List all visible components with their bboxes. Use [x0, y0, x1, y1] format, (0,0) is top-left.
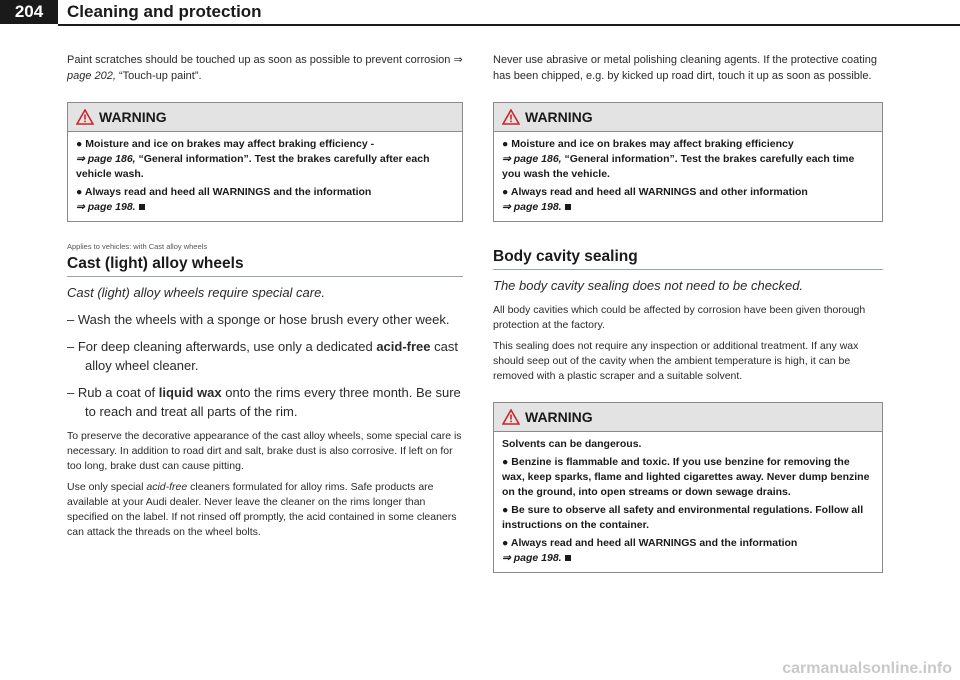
- intro-tail: “Touch-up paint”.: [115, 70, 202, 82]
- step-list: [67, 310, 463, 421]
- step-text: cast alloy wheel cleaner.: [85, 339, 458, 373]
- body-text: Use only special: [67, 481, 147, 493]
- warning-box-brakes: [493, 102, 883, 222]
- warning-item: ● Benzine is flammable and toxic. If you use benzine for removing the wax, keep sparks, flame and lighted cigarettes away. Never dump benzine on the ground, into open streams or down sewage drains.: [502, 456, 870, 498]
- intro-paragraph: [67, 52, 463, 84]
- page-ref-link[interactable]: ⇒ page 198.: [502, 552, 562, 564]
- page-ref-link[interactable]: page 202,: [67, 70, 116, 82]
- right-column: [493, 52, 883, 573]
- body-paragraph: To preserve the decorative appearance of the cast alloy wheels, some special care is necessary. In addition to road dirt and salt, brake dust is also corrosive. If left on for too long, brake dust can cause pitting.: [67, 430, 462, 472]
- step-item: [67, 337, 463, 375]
- warning-item-text: Be sure to observe all safety and environmental regulations. Follow all instructions on the container.: [502, 504, 864, 531]
- section-subtitle: Cast (light) alloy wheels require special care.: [67, 285, 325, 300]
- end-mark: [139, 204, 145, 210]
- warning-item: ● Always read and heed all WARNINGS and the information ⇒ page 198.: [502, 537, 798, 564]
- step-item: – Wash the wheels with a sponge or hose brush every other week.: [67, 312, 450, 327]
- warning-item-tail: “General information”. Test the brakes carefully after each vehicle wash.: [76, 153, 430, 180]
- end-mark: [565, 555, 571, 561]
- chapter-title: Cleaning and protection: [67, 2, 262, 21]
- step-item: [67, 383, 463, 421]
- step-emphasis: liquid wax: [158, 385, 222, 400]
- warning-body: [68, 132, 462, 221]
- warning-heading: WARNING: [525, 109, 593, 125]
- warning-body: [494, 432, 882, 572]
- step-text: onto the rims every three month. Be sure to reach and treat all parts of the rim.: [85, 385, 461, 419]
- body-paragraph: [67, 480, 463, 540]
- warning-triangle-icon: [76, 109, 94, 125]
- section-title-body-cavity: Body cavity sealing: [493, 248, 883, 270]
- intro-text: Paint scratches should be touched up as soon as possible to prevent corrosion: [67, 54, 454, 66]
- warning-item: ● Moisture and ice on brakes may affect braking efficiency ⇒ page 186, “General information”. Test the brakes carefully each time you wash the vehicle.: [502, 138, 855, 180]
- warning-item: ● Always read and heed all WARNINGS and the information ⇒ page 198.: [76, 186, 372, 213]
- step-text: – For deep cleaning afterwards, use only a dedicated: [67, 339, 377, 354]
- warning-box-brakes: [67, 102, 463, 222]
- body-emphasis: acid-free: [146, 481, 188, 493]
- applies-to-label: Applies to vehicles: with Cast alloy wheels: [67, 242, 208, 251]
- intro-paragraph: Never use abrasive or metal polishing cleaning agents. If the protective coating has been chipped, e.g. by kicked up road dirt, touch it up as soon as possible.: [493, 54, 877, 82]
- header-rule: [58, 24, 960, 26]
- body-text: cleaners formulated for alloy rims. Safe products are available at your Audi dealer. Never leave the cleaner on the rims longer than specified on the label. If not rinsed off promptly, the acid contained in some cleaners can attack the threads on the wheel bolts.: [67, 481, 457, 538]
- step-text: – Rub a coat of: [67, 385, 159, 400]
- warning-heading: WARNING: [525, 409, 593, 425]
- page-ref-link[interactable]: ⇒ page 186,: [76, 153, 136, 165]
- page-ref-link[interactable]: ⇒ page 198.: [502, 201, 562, 213]
- watermark: carmanualsonline.info: [782, 660, 952, 677]
- page-ref-link[interactable]: ⇒ page 186,: [502, 153, 562, 165]
- step-emphasis: acid-free: [376, 339, 431, 354]
- warning-item-text: Always read and heed all WARNINGS and the information: [510, 537, 798, 549]
- warning-item-text: Benzine is flammable and toxic. If you use benzine for removing the wax, keep sparks, flame and lighted cigarettes away. Never dump benzine on the ground, into open streams or down sewage drains.: [502, 456, 870, 498]
- warning-lead: Solvents can be dangerous.: [502, 438, 642, 450]
- warning-triangle-icon: [502, 109, 520, 125]
- page-ref-link[interactable]: ⇒ page 198.: [76, 201, 136, 213]
- warning-item-tail: “General information”. Test the brakes carefully each time you wash the vehicle.: [502, 153, 855, 180]
- section-subtitle: The body cavity sealing does not need to be checked.: [493, 278, 804, 293]
- body-paragraph: This sealing does not require any inspection or additional treatment. If any wax should seep out of the cavity when the ambient temperature is high, it can be removed with a plastic scraper and a suitable solvent.: [493, 340, 859, 382]
- body-paragraph: All body cavities which could be affected by corrosion have been given thorough protection at the factory.: [493, 304, 866, 331]
- warning-item-text: Moisture and ice on brakes may affect braking efficiency -: [85, 138, 375, 150]
- warning-item: ● Always read and heed all WARNINGS and other information ⇒ page 198.: [502, 186, 808, 213]
- warning-body: [494, 132, 882, 221]
- section-title-alloy-wheels: Cast (light) alloy wheels: [67, 255, 463, 277]
- page-number: 204: [0, 0, 58, 24]
- warning-item-text: Moisture and ice on brakes may affect braking efficiency: [511, 138, 794, 150]
- warning-heading: WARNING: [99, 109, 167, 125]
- warning-header: [68, 103, 462, 132]
- warning-item-text: Always read and heed all WARNINGS and other information: [510, 186, 808, 198]
- warning-header: [494, 403, 882, 432]
- warning-header: [494, 103, 882, 132]
- warning-box-solvents: [493, 402, 883, 573]
- left-column: [67, 52, 463, 540]
- warning-item-text: Always read and heed all WARNINGS and the information: [84, 186, 372, 198]
- warning-triangle-icon: [502, 409, 520, 425]
- end-mark: [565, 204, 571, 210]
- warning-item: ● Be sure to observe all safety and environmental regulations. Follow all instructions on the container.: [502, 504, 864, 531]
- warning-item: ● Moisture and ice on brakes may affect braking efficiency - ⇒ page 186, “General information”. Test the brakes carefully after each vehicle wash.: [76, 138, 430, 180]
- arrow-icon: ⇒: [453, 54, 463, 66]
